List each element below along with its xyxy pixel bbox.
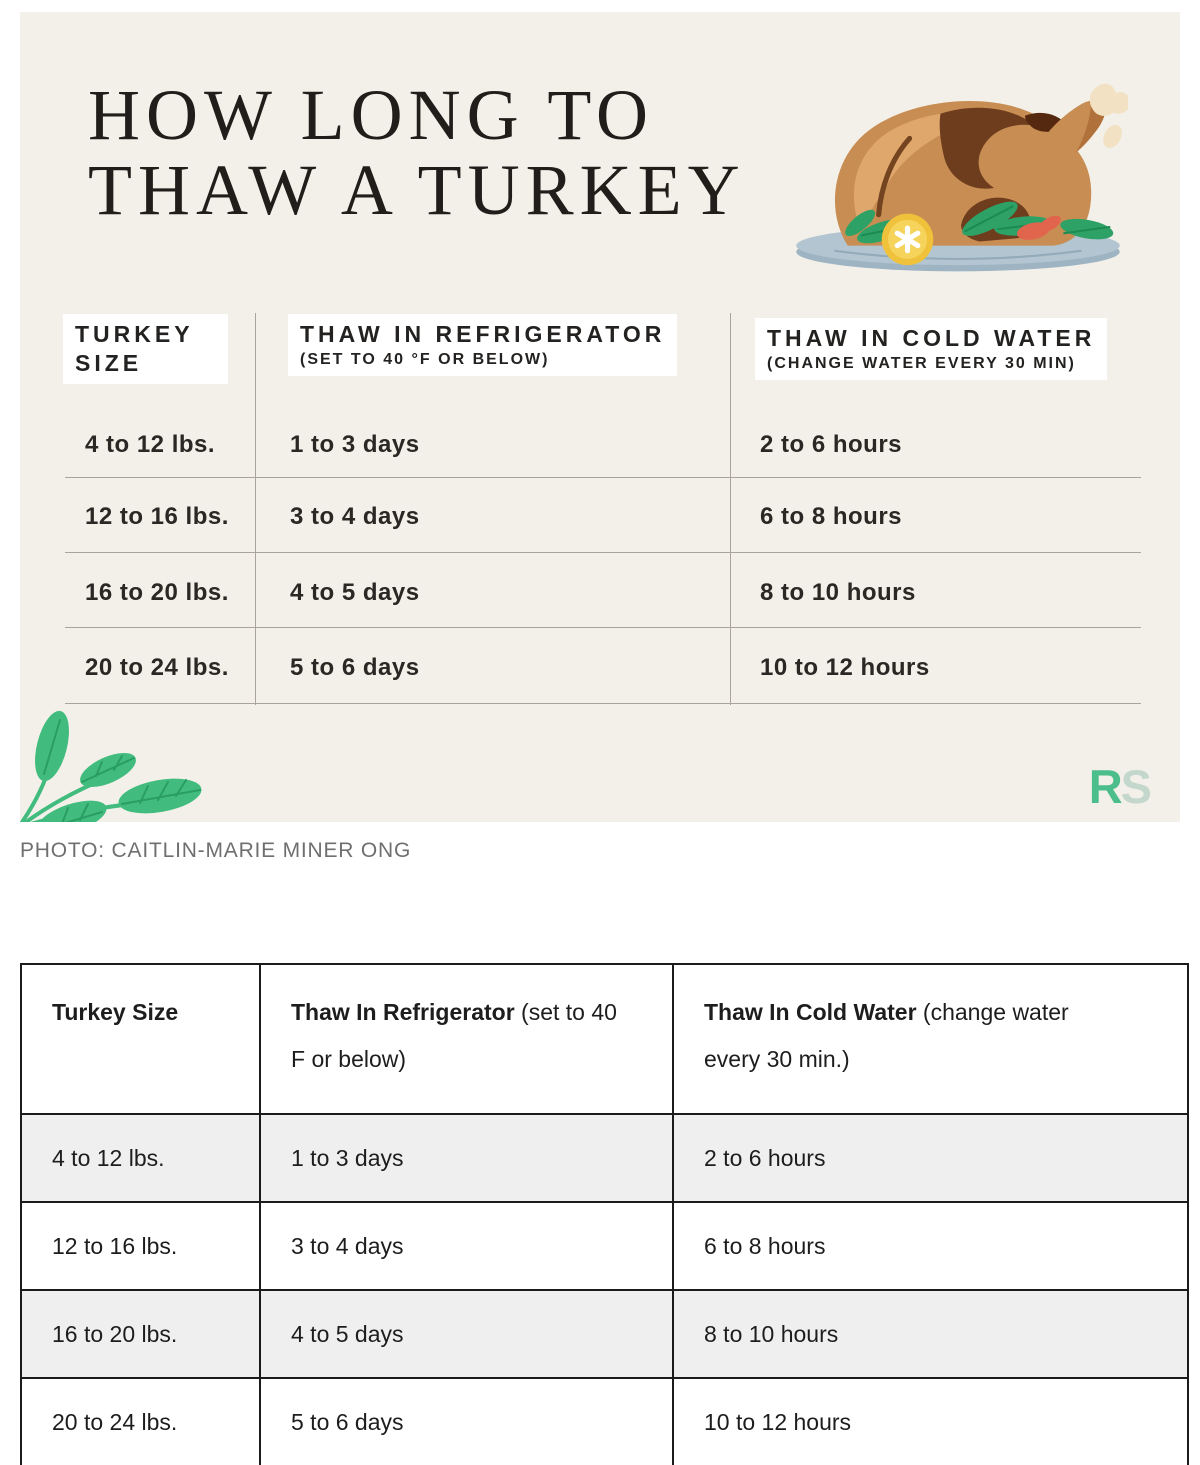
cell-turkey-size: 16 to 20 lbs. (85, 579, 229, 606)
roast-turkey-illustration-icon (788, 74, 1128, 276)
header-normal-text: (set to 40 F or below) (291, 999, 617, 1072)
cell-cold-water: 8 to 10 hours (673, 1290, 1188, 1378)
cell-turkey-size: 12 to 16 lbs. (85, 503, 229, 530)
column-header-turkey-size (63, 314, 228, 384)
infographic-title (88, 75, 746, 230)
logo-letter-r: R (1088, 760, 1121, 813)
infographic-title-line1: HOW LONG TO (88, 75, 654, 155)
cell-turkey-size: 4 to 12 lbs. (85, 431, 216, 458)
column-header-title: THAW IN REFRIGERATOR (300, 321, 666, 347)
row-divider (65, 552, 1141, 553)
header-bold-text: Thaw In Cold Water (704, 999, 917, 1025)
column-header-title: THAW IN COLD WATER (767, 325, 1096, 351)
rs-brand-logo (1088, 760, 1150, 813)
logo-letter-s: S (1120, 760, 1150, 813)
cell-turkey-size: 16 to 20 lbs. (21, 1290, 260, 1378)
cell-cold-water: 10 to 12 hours (760, 654, 930, 681)
table-header-row (21, 964, 1188, 1114)
cell-turkey-size: 12 to 16 lbs. (21, 1202, 260, 1290)
cell-cold-water: 2 to 6 hours (673, 1114, 1188, 1202)
header-normal-text: (change water every 30 min.) (704, 999, 1069, 1072)
row-divider (65, 627, 1141, 628)
row-divider (65, 703, 1141, 704)
cell-refrigerator: 5 to 6 days (290, 654, 420, 681)
table-row (21, 1114, 1188, 1202)
table-row (21, 1378, 1188, 1465)
cell-cold-water: 2 to 6 hours (760, 431, 903, 458)
cell-turkey-size: 20 to 24 lbs. (85, 654, 229, 681)
cell-refrigerator: 4 to 5 days (290, 579, 420, 606)
column-header-subtitle: (SET TO 40 °F OR BELOW) (300, 351, 550, 368)
header-refrigerator (260, 964, 673, 1114)
cell-refrigerator: 3 to 4 days (260, 1202, 673, 1290)
cell-refrigerator: 1 to 3 days (260, 1114, 673, 1202)
column-divider (255, 313, 256, 705)
cell-refrigerator: 3 to 4 days (290, 503, 420, 530)
infographic-title-line2: THAW A TURKEY (88, 150, 746, 230)
cell-cold-water: 8 to 10 hours (760, 579, 916, 606)
cell-turkey-size: 20 to 24 lbs. (21, 1378, 260, 1465)
column-header-cold-water (755, 318, 1107, 380)
cell-refrigerator: 4 to 5 days (260, 1290, 673, 1378)
table-row (21, 1202, 1188, 1290)
cell-cold-water: 10 to 12 hours (673, 1378, 1188, 1465)
column-header-refrigerator (288, 314, 677, 376)
thaw-turkey-infographic (20, 12, 1180, 822)
leaf-decoration-icon (20, 708, 215, 822)
header-cold-water (673, 964, 1188, 1114)
header-turkey-size (21, 964, 260, 1114)
table-row (21, 1290, 1188, 1378)
cell-cold-water: 6 to 8 hours (760, 503, 903, 530)
row-divider (65, 477, 1141, 478)
column-header-title: TURKEY SIZE (75, 321, 194, 376)
header-bold-text: Turkey Size (52, 999, 179, 1025)
header-bold-text: Thaw In Refrigerator (291, 999, 515, 1025)
column-header-subtitle: (CHANGE WATER EVERY 30 MIN) (767, 355, 1076, 372)
cell-refrigerator: 1 to 3 days (290, 431, 420, 458)
thaw-times-table (20, 963, 1189, 1465)
photo-credit: PHOTO: CAITLIN-MARIE MINER ONG (20, 839, 412, 862)
cell-cold-water: 6 to 8 hours (673, 1202, 1188, 1290)
column-divider (730, 313, 731, 705)
cell-refrigerator: 5 to 6 days (260, 1378, 673, 1465)
cell-turkey-size: 4 to 12 lbs. (21, 1114, 260, 1202)
